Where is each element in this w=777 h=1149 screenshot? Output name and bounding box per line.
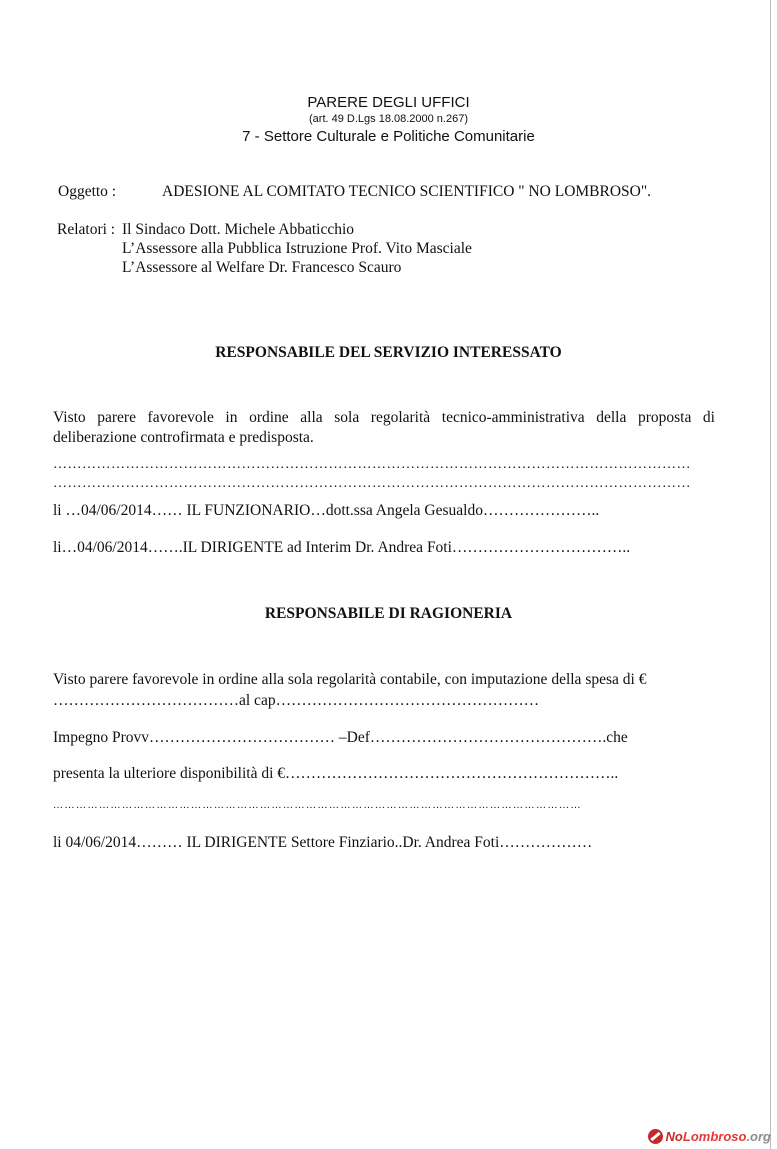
speaker-line: Il Sindaco Dott. Michele Abbaticchio (122, 221, 355, 238)
dotted-line-small: … … … … … … … … … … … … … … … … … … … … … … … … … … … … … … … … … … … … … … … … … … … … … … (53, 800, 580, 811)
subject-value: ADESIONE AL COMITATO TECNICO SCIENTIFICO " NO LOMBROSO". (162, 183, 652, 200)
service-opinion-text: Visto parere favorevole in ordine alla sola regolarità tecnico-amministrativa della proposta di deliberazione controfirmata e predisposta. (53, 409, 715, 446)
section-heading-service: RESPONSABILE DEL SERVIZIO INTERESSATO (215, 344, 562, 361)
availability-line: presenta la ulteriore disponibilità di €……………………………………………………….. (53, 765, 619, 782)
speaker-line: L’Assessore alla Pubblica Istruzione Prof. Vito Masciale (122, 240, 472, 257)
watermark-org: .org (746, 1129, 771, 1144)
director-signature-line: li…04/06/2014…….IL DIRIGENTE ad Interim Dr. Andrea Foti…………………………….. (53, 539, 631, 556)
law-reference: (art. 49 D.Lgs 18.08.2000 n.267) (309, 113, 468, 125)
finance-director-signature-line: li 04/06/2014……… IL DIRIGENTE Settore Finziario..Dr. Andrea Foti……………… (53, 834, 593, 851)
watermark-logo (648, 1129, 771, 1144)
accounting-chapter-line: ………………………………al cap…………………………………………… (53, 692, 540, 709)
dotted-line: …………………………………………………………………………………………………………………… (53, 476, 691, 491)
section-heading-accounting: RESPONSABILE DI RAGIONERIA (264, 605, 513, 622)
speaker-line: L’Assessore al Welfare Dr. Francesco Scauro (122, 259, 402, 276)
dotted-line: …………………………………………………………………………………………………………………… (53, 457, 691, 472)
document-title: PARERE DEGLI UFFICI (307, 94, 470, 111)
commitment-line: Impegno Provv……………………………… –Def……………………………………….che (53, 729, 628, 746)
accounting-opinion-line: Visto parere favorevole in ordine alla sola regolarità contabile, con imputazione della spesa di € (53, 671, 647, 688)
sector-name: 7 - Settore Culturale e Politiche Comunitarie (242, 128, 535, 145)
subject-label: Oggetto : (58, 183, 117, 200)
official-signature-line: li …04/06/2014…… IL FUNZIONARIO…dott.ssa Angela Gesualdo………………….. (53, 502, 600, 519)
no-sign-icon (648, 1129, 663, 1144)
watermark-no: No (665, 1129, 683, 1144)
watermark-lombroso: Lombroso (682, 1129, 747, 1144)
speakers-label: Relatori : (57, 221, 116, 238)
page-edge-line (770, 0, 771, 1149)
